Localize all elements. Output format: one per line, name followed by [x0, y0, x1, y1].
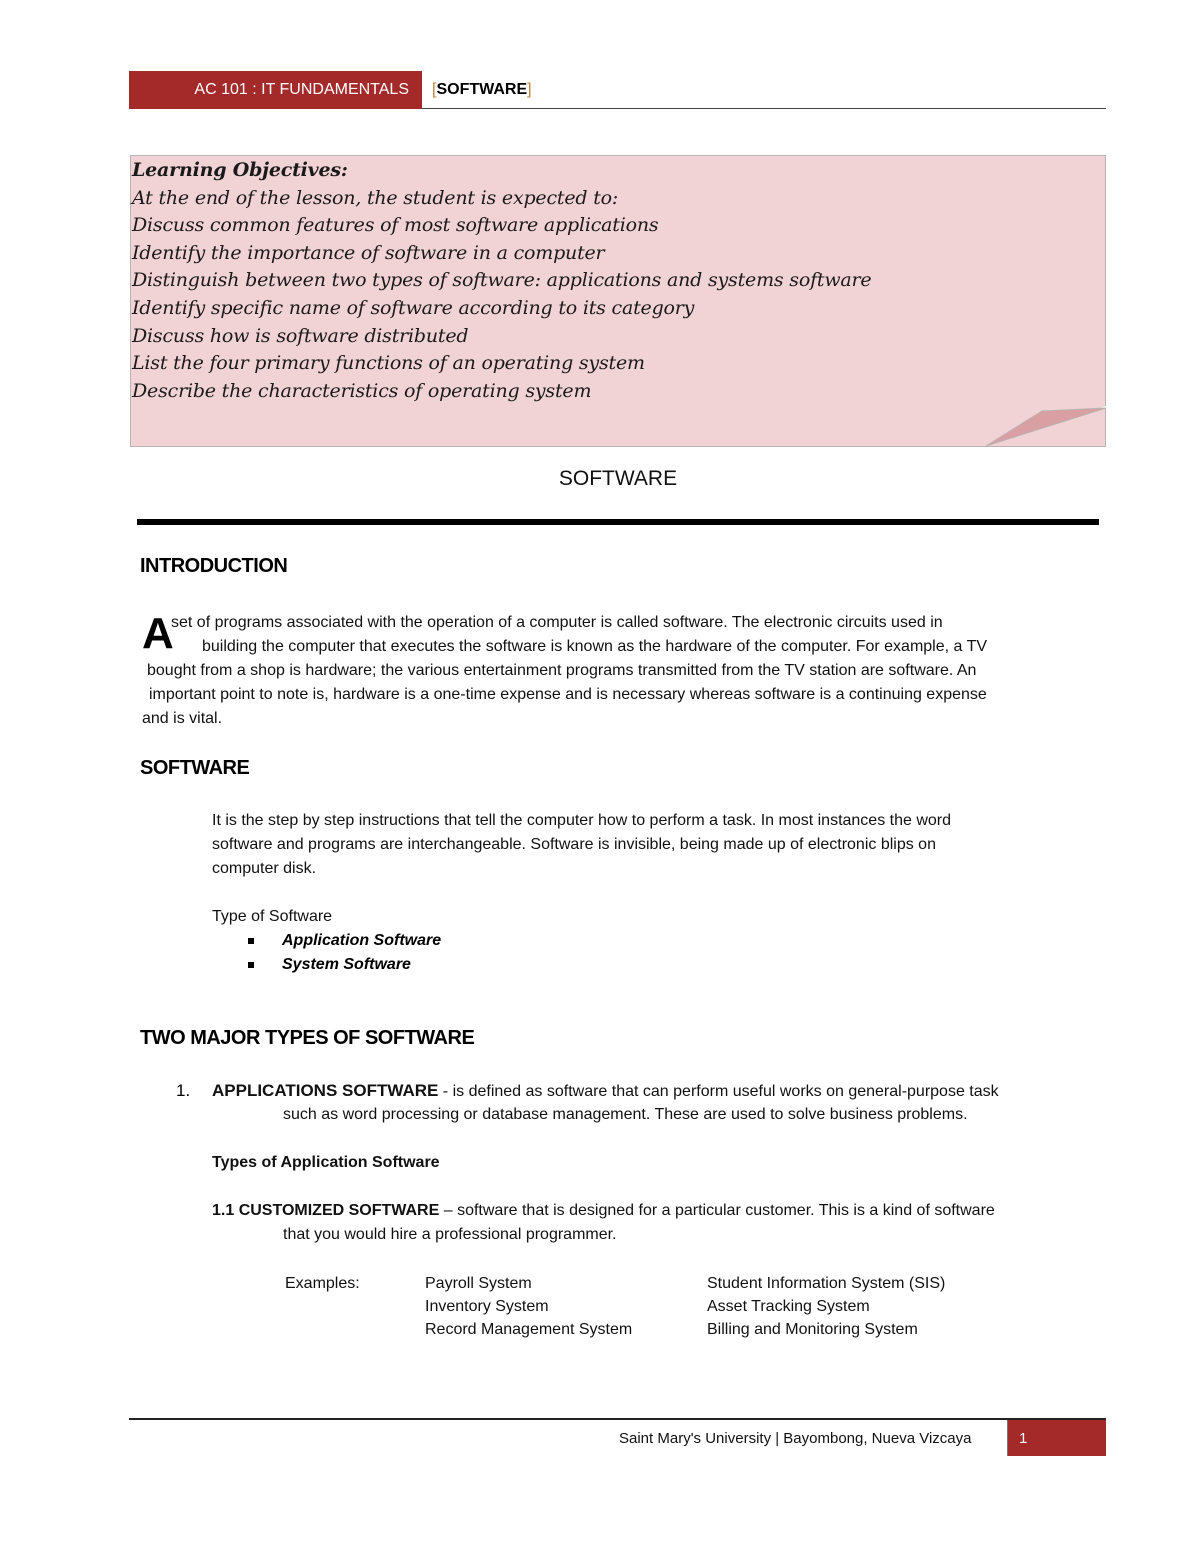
software-line-2	[212, 833, 1092, 857]
software-type: System Software	[282, 956, 411, 973]
customized-definition: – software that is designed for a particular customer. This is a kind of software	[439, 1202, 995, 1219]
intro-text-3: bought from a shop is hardware; the various entertainment programs transmitted from the TV station are software. An	[147, 662, 977, 679]
intro-text-1: set of programs associated with the operation of a computer is called software. The electronic circuits used in	[171, 614, 943, 631]
bullet-square-icon	[248, 938, 254, 944]
objectives-list	[132, 157, 871, 405]
examples-column-2	[707, 1272, 945, 1341]
section-tag	[432, 81, 532, 99]
software-types-list	[248, 929, 441, 977]
applications-term: APPLICATIONS SOFTWARE	[212, 1081, 439, 1100]
objective-item: Describe the characteristics of operating system	[132, 379, 592, 402]
intro-text-2: building the computer that executes the software is known as the hardware of the computer. For example, a TV	[202, 638, 988, 655]
example-item: Student Information System (SIS)	[707, 1275, 946, 1292]
software-heading: SOFTWARE	[140, 757, 250, 779]
examples-label: Examples:	[285, 1275, 360, 1292]
list-number: 1.	[176, 1081, 191, 1100]
two-major-heading: TWO MAJOR TYPES OF SOFTWARE	[140, 1027, 475, 1049]
intro-line-2	[202, 635, 1094, 659]
software-line-1	[212, 809, 1092, 833]
introduction-heading: INTRODUCTION	[140, 555, 288, 577]
objective-item: Identify specific name of software according to its category	[132, 296, 695, 319]
software-text-2: software and programs are interchangeable. Software is invisible, being made up of electronic blips on	[212, 836, 936, 853]
page-curl-decoration	[980, 405, 1108, 449]
example-item: Inventory System	[425, 1298, 549, 1315]
software-text-1: It is the step by step instructions that tell the computer how to perform a task. In most instances the word	[212, 812, 952, 829]
customized-line-2: that you would hire a professional programmer.	[283, 1226, 617, 1243]
examples-column-1	[425, 1272, 632, 1341]
list-item	[248, 929, 441, 953]
objective-item: Discuss how is software distributed	[132, 324, 469, 347]
list-item	[248, 953, 441, 977]
drop-cap: A	[142, 609, 174, 658]
software-line-3: computer disk.	[212, 860, 317, 877]
page-curl-flap	[986, 408, 1106, 446]
software-type: Application Software	[282, 932, 442, 949]
applications-definition: - is defined as software that can perform useful works on general-purpose task	[438, 1083, 999, 1100]
example-item: Record Management System	[425, 1321, 633, 1338]
objective-item: At the end of the lesson, the student is expected to:	[132, 186, 619, 209]
types-of-application-heading: Types of Application Software	[212, 1154, 440, 1171]
intro-line-1	[171, 611, 1094, 635]
tag-close-bracket: ]	[527, 81, 532, 98]
header-rule	[422, 108, 1106, 109]
applications-line-1	[212, 1079, 999, 1104]
objective-item: Distinguish between two types of software: applications and systems software	[132, 269, 872, 292]
course-label: AC 101 : IT FUNDAMENTALS	[129, 71, 422, 109]
objectives-title: Learning Objectives:	[132, 159, 348, 181]
tag-open-bracket: [	[432, 81, 437, 98]
applications-line-2: such as word processing or database management. These are used to solve business problems.	[283, 1106, 968, 1123]
intro-line-4	[149, 683, 1094, 707]
title-rule	[137, 519, 1099, 525]
type-of-software-label: Type of Software	[212, 908, 333, 925]
customized-line-1	[212, 1199, 995, 1223]
intro-text-4: important point to note is, hardware is a one-time expense and is necessary whereas software is a continuing expense	[149, 686, 987, 703]
page-number: 1	[1008, 1420, 1106, 1456]
intro-line-5: and is vital.	[142, 710, 223, 727]
example-item: Payroll System	[425, 1275, 532, 1292]
objective-item: Discuss common features of most software applications	[132, 214, 659, 237]
objective-item: List the four primary functions of an operating system	[132, 352, 645, 375]
intro-line-3	[147, 659, 1094, 683]
document-title: SOFTWARE	[558, 467, 678, 490]
example-item: Asset Tracking System	[707, 1298, 870, 1315]
customized-term: 1.1 CUSTOMIZED SOFTWARE	[212, 1202, 440, 1219]
footer-university: Saint Mary's University | Bayombong, Nueva Vizcaya	[619, 1430, 972, 1447]
objective-item: Identify the importance of software in a computer	[132, 241, 605, 264]
example-item: Billing and Monitoring System	[707, 1321, 918, 1338]
tag-text: SOFTWARE	[436, 81, 528, 98]
bullet-square-icon	[248, 962, 254, 968]
footer-rule	[129, 1418, 1106, 1420]
